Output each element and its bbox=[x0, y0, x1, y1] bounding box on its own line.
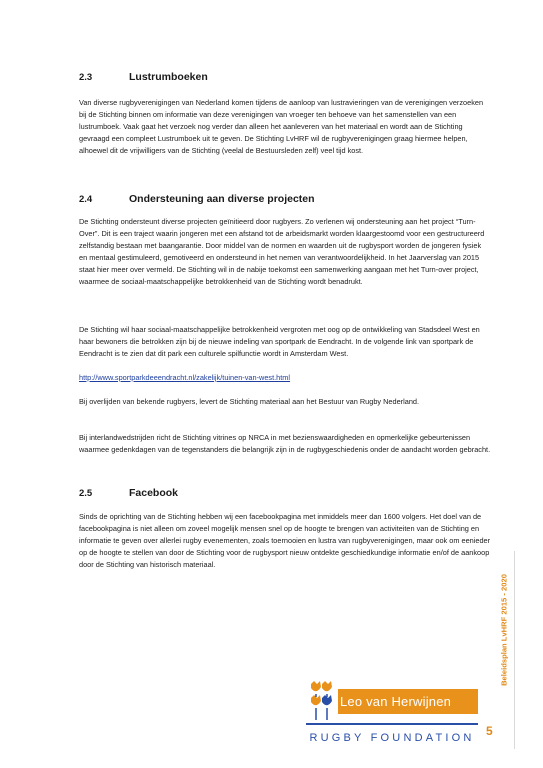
paragraph: De Stichting wil haar sociaal-maatschappelijke betrokkenheid vergroten met oog op de ontwikkeling van Stadsdeel West en haar bewoners die betrokken zijn bij de nieuwe indeling van sportpark de Eendracht. In de volgende link van sportpark de Eendracht is te zien dat dit park een culturele spilfunctie wordt in Amsterdam West. bbox=[79, 325, 480, 359]
paragraph: Sinds de oprichting van de Stichting hebben wij een facebookpagina met inmiddels meer dan 1600 volgers. Het doel van de facebookpagina is niet alleen om zoveel mogelijk mensen snel op de hoogte te brengen van activiteiten van de Stichting en informatie te geven over allerlei rugby evenementen, zoals toernooien en lustra van rugbyverenigingen, maar ook om eenieder op de hoogte te stellen van door de Stichting voor de rugbysport nieuw ontdekte geschiedkundige informatie en/of de aankoop door de Stichting van historisch materiaal. bbox=[79, 512, 491, 570]
page-number: 5 bbox=[486, 724, 493, 738]
paragraph: Bij interlandwedstrijden richt de Stichting vitrines op NRCA in met bezienswaardigheden en opmerkelijke gebeurtenissen waarmee gedenkdagen van de tegenstanders die belangrijk zijn in de rugbygeschiedenis onder de aandacht worden gebracht. bbox=[79, 433, 491, 455]
logo-rule bbox=[306, 723, 478, 725]
paragraph: Bij overlijden van bekende rugbyers, levert de Stichting materiaal aan het Bestuur van Rugby Nederland. bbox=[79, 397, 420, 406]
section-number: 2.5 bbox=[79, 488, 93, 499]
section-title: Lustrumboeken bbox=[129, 71, 208, 83]
paragraph: Van diverse rugbyverenigingen van Nederland komen tijdens de aanloop van lustravieringen van de verenigingen verzoeken bij de Stichting binnen om informatie van deze verenigingen van vroeger ten behoeve van het samenstellen van een lustrumboek. Vaak gaat het verzoek nog verder dan alleen het aanleveren van het materiaal en wordt aan de Stichting gevraagd een compleet Lustrumboek uit te geven. De Stichting LvHRF wil de rugbyverenigingen graag hiermee helpen, alhoewel dit de vrijwilligers van de Stichting (veelal de Bestuursleden zelf) veel tijd kost. bbox=[79, 98, 484, 156]
section-heading-2-4 bbox=[79, 193, 315, 205]
logo-subtitle: RUGBY FOUNDATION bbox=[309, 732, 475, 744]
side-label: Beleidsplan LvHRF 2015 - 2020 bbox=[499, 574, 509, 686]
sportpark-link[interactable]: http://www.sportparkdeeendracht.nl/zakelijk/tuinen-van-west.html bbox=[79, 373, 291, 382]
section-number: 2.4 bbox=[79, 194, 93, 205]
section-title: Ondersteuning aan diverse projecten bbox=[129, 193, 315, 205]
tulip-icon bbox=[308, 680, 338, 722]
section-number: 2.3 bbox=[79, 72, 93, 83]
paragraph: De Stichting ondersteunt diverse projecten geïnitieerd door rugbyers. Zo verlenen wij ondersteuning aan het project “Turn-Over”. Dit is een traject waarin jongeren met een afstand tot de arbeidsmarkt worden klaargestoomd voor een gestructureerd zelfstandig bestaan met baangarantie. Door middel van de normen en waarden uit de rugbysport worden de jongeren fysiek en mentaal gestimuleerd, gemotiveerd en ondersteund in het nemen van verantwoordelijkheid. In het Jaarverslag van 2015 staat hier meer over vermeld. De Stichting wil in de nabije toekomst een samenwerking aangaan met het Turn-over project, waarmee de sociaal-maatschappelijke betrokkenheid van de Stichting wordt benadrukt. bbox=[79, 217, 485, 287]
section-heading-2-3 bbox=[79, 71, 208, 83]
section-heading-2-5 bbox=[79, 487, 178, 499]
footer-divider bbox=[514, 551, 515, 749]
logo-name: Leo van Herwijnen bbox=[340, 694, 452, 709]
foundation-logo bbox=[306, 680, 478, 752]
section-title: Facebook bbox=[129, 487, 179, 499]
